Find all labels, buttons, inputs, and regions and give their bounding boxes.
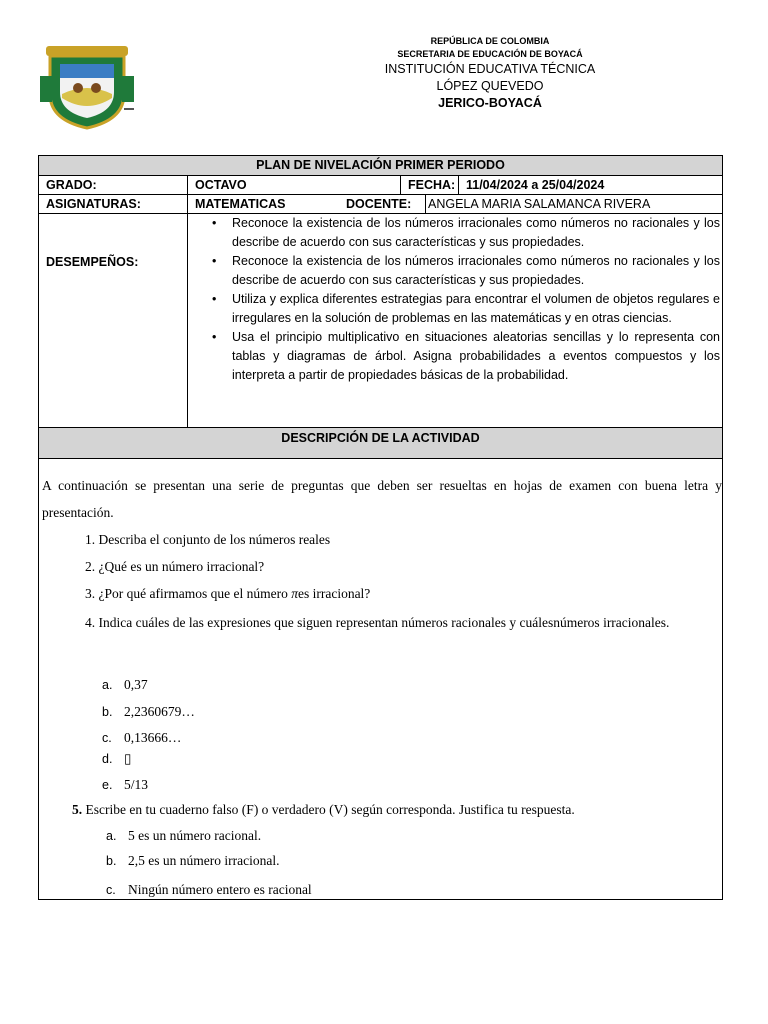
- header-line-jerico: JERICO-BOYACÁ: [438, 96, 542, 110]
- question-5-text: Escribe en tu cuaderno falso (F) o verdadero (V) según corresponda. Justifica tu respuesta.: [82, 802, 575, 817]
- desempeno-item: • Utiliza y explica diferentes estrategias para encontrar el volumen de objetos regulares e irregulares en la solución de problemas en las matemáticas y en otras ciencias.: [188, 290, 722, 328]
- option-letter: b.: [106, 854, 117, 868]
- option-letter: d.: [102, 752, 113, 766]
- option-text: 0,13666…: [124, 730, 182, 745]
- docente-label: DOCENTE:: [346, 197, 412, 211]
- asignaturas-value: MATEMATICAS: [187, 195, 339, 213]
- plan-title: PLAN DE NIVELACIÓN PRIMER PERIODO: [256, 158, 505, 172]
- grado-row: [39, 176, 722, 195]
- option-letter: a.: [106, 829, 117, 843]
- desempenos-list: [187, 214, 722, 427]
- school-crest-icon: [40, 42, 134, 130]
- option-text: 5/13: [124, 777, 149, 792]
- fecha-label: FECHA:: [400, 176, 458, 194]
- q4-option-d: [102, 747, 131, 771]
- question-3-after: es irracional?: [297, 586, 371, 601]
- asignaturas-row: [39, 195, 722, 214]
- q5-option-a: [106, 824, 261, 848]
- desempenos-row: [39, 214, 722, 428]
- header-line-secretaria: SECRETARIA DE EDUCACIÓN DE BOYACÁ: [397, 49, 583, 59]
- missing-glyph-icon: ▯: [124, 751, 132, 766]
- q5-option-b: [106, 849, 279, 873]
- plan-table: [38, 155, 723, 900]
- option-text: 0,37: [124, 677, 148, 692]
- option-text: 2,2360679…: [124, 704, 195, 719]
- document-header: [0, 0, 768, 140]
- option-text: 5 es un número racional.: [128, 828, 262, 843]
- header-line-republica: REPÚBLICA DE COLOMBIA: [430, 36, 550, 46]
- question-3-before: 3. ¿Por qué afirmamos que el número: [85, 586, 292, 601]
- fecha-value: 11/04/2024 a 25/04/2024: [458, 176, 722, 194]
- question-1: 1. Describa el conjunto de los números reales: [85, 532, 331, 547]
- docente-value: ANGELA MARIA SALAMANCA RIVERA: [425, 195, 722, 213]
- q5-option-c: [106, 878, 312, 902]
- question-5: [72, 796, 708, 823]
- grado-value: OCTAVO: [187, 176, 400, 194]
- question-3: [85, 580, 721, 607]
- option-text: 2,5 es un número irracional.: [128, 853, 280, 868]
- descripcion-title: DESCRIPCIÓN DE LA ACTIVIDAD: [281, 431, 480, 445]
- header-line-institucion: INSTITUCIÓN EDUCATIVA TÉCNICA: [384, 62, 596, 76]
- question-2: 2. ¿Qué es un número irracional?: [85, 559, 265, 574]
- option-letter: a.: [102, 678, 113, 692]
- header-line-lopez-quevedo: LÓPEZ QUEVEDO: [436, 79, 544, 93]
- option-letter: c.: [102, 731, 112, 745]
- option-letter: e.: [102, 778, 113, 792]
- desempeno-item: • Usa el principio multiplicativo en situaciones aleatorias sencillas y lo representa con tablas y diagramas de árbol. Asigna probabilidades a eventos compuestos y los interpreta a partir de propiedades básicas de la probabilidad.: [188, 328, 722, 385]
- option-letter: b.: [102, 705, 113, 719]
- option-text: Ningún número entero es racional: [128, 882, 312, 897]
- grado-label: GRADO:: [46, 178, 97, 192]
- plan-title-row: [39, 156, 722, 176]
- q4-option-a: [102, 673, 148, 697]
- q4-option-e: [102, 773, 148, 797]
- option-letter: c.: [106, 883, 116, 897]
- desempeno-item: • Reconoce la existencia de los números irracionales como números no racionales y los describe de acuerdo con sus características y sus propiedades.: [188, 252, 722, 290]
- desempeno-item: • Reconoce la existencia de los números irracionales como números no racionales y los describe de acuerdo con sus características y sus propiedades.: [188, 214, 722, 252]
- activity-intro: A continuación se presentan una serie de preguntas que deben ser resueltas en hojas de examen con buena letra y presentación.: [42, 478, 722, 520]
- descripcion-title-row: [39, 428, 722, 459]
- question-5-number: 5.: [72, 802, 83, 817]
- asignaturas-label: ASIGNATURAS:: [46, 197, 141, 211]
- pi-symbol: π: [291, 586, 298, 601]
- desempenos-label: DESEMPEÑOS:: [46, 255, 139, 269]
- q4-option-b: [102, 700, 195, 724]
- question-4: 4. Indica cuáles de las expresiones que siguen representan números racionales y cuálesnúmeros irracionales.: [85, 615, 670, 630]
